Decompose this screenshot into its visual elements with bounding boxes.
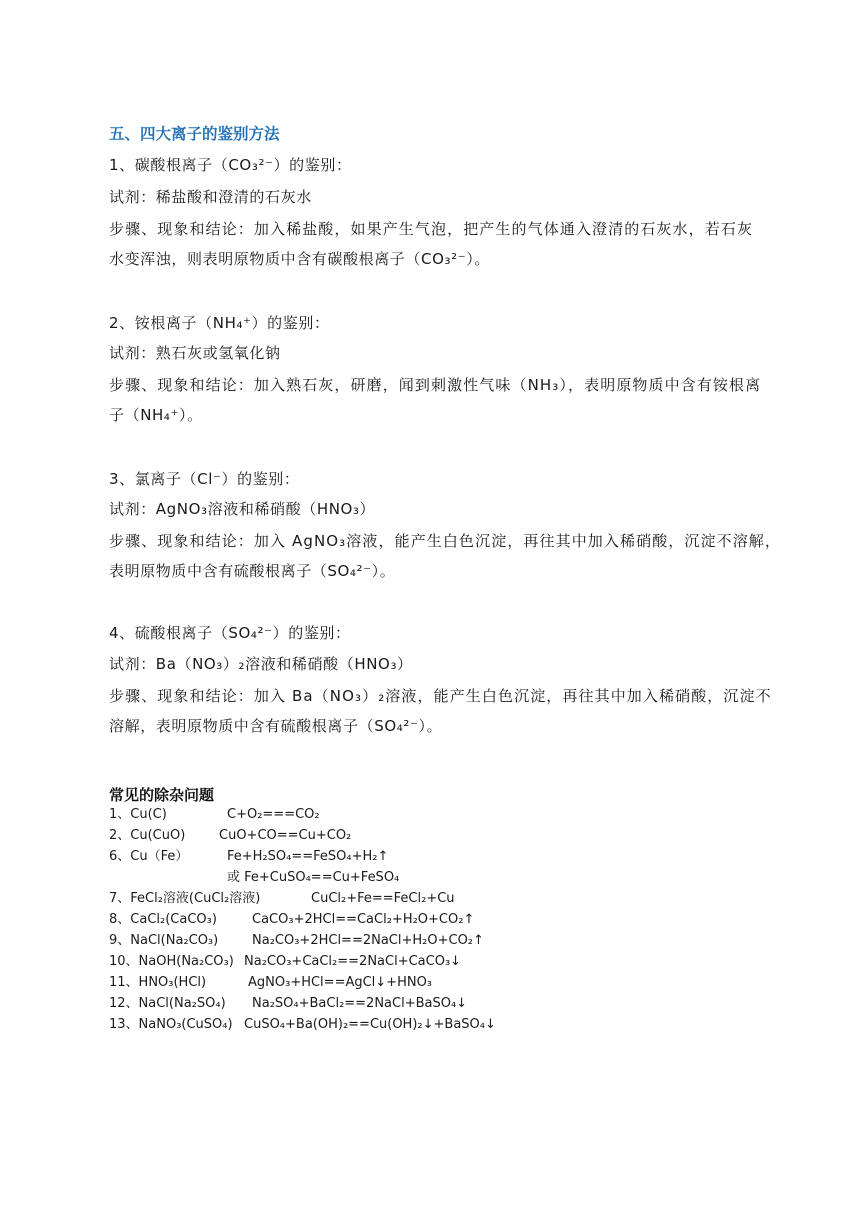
impurity-row (109, 931, 669, 951)
impurity-row (109, 868, 669, 888)
impurity-label: 11、HNO₃(HCl) (109, 975, 207, 990)
item-2-title: 2、铵根离子（NH₄⁺）的鉴别： (109, 314, 330, 332)
impurity-equation: Na₂CO₃+2HCl==2NaCl+H₂O+CO₂↑ (252, 933, 484, 948)
impurity-equation: 或 Fe+CuSO₄==Cu+FeSO₄ (227, 870, 400, 885)
item-2-reagent: 试剂：熟石灰或氢氧化钠 (109, 344, 281, 362)
impurity-equation: CuCl₂+Fe==FeCl₂+Cu (311, 891, 455, 906)
impurity-row (109, 847, 669, 867)
impurity-equation: Na₂CO₃+CaCl₂==2NaCl+CaCO₃↓ (244, 954, 462, 969)
item-4-title: 4、硫酸根离子（SO₄²⁻）的鉴别： (109, 624, 351, 642)
item-1-reagent: 试剂：稀盐酸和澄清的石灰水 (109, 188, 312, 206)
impurity-label: 9、NaCl(Na₂CO₃) (109, 933, 219, 948)
impurity-row (109, 973, 669, 993)
item-3-reagent: 试剂：AgNO₃溶液和稀硝酸（HNO₃） (109, 500, 376, 518)
impurity-label: 6、Cu（Fe） (109, 849, 189, 864)
item-3-title: 3、氯离子（Cl⁻）的鉴别： (109, 470, 300, 488)
item-1-title: 1、碳酸根离子（CO₃²⁻）的鉴别： (109, 156, 352, 174)
impurity-label: 8、CaCl₂(CaCO₃) (109, 912, 217, 927)
impurity-label: 1、Cu(C) (109, 807, 167, 822)
impurity-row (109, 952, 669, 972)
impurity-equation: CuO+CO==Cu+CO₂ (219, 828, 352, 843)
impurity-equation: CaCO₃+2HCl==CaCl₂+H₂O+CO₂↑ (252, 912, 475, 927)
impurity-label: 12、NaCl(Na₂SO₄) (109, 996, 226, 1011)
impurities-title: 常见的除杂问题 (109, 786, 215, 804)
impurity-equation: Fe+H₂SO₄==FeSO₄+H₂↑ (227, 849, 389, 864)
impurity-row (109, 805, 669, 825)
impurity-label: 13、NaNO₃(CuSO₄) (109, 1017, 233, 1032)
impurity-equation: AgNO₃+HCl==AgCl↓+HNO₃ (248, 975, 433, 990)
item-4-reagent: 试剂：Ba（NO₃）₂溶液和稀硝酸（HNO₃） (109, 655, 413, 673)
impurity-label: 2、Cu(CuO) (109, 828, 186, 843)
impurity-label: 7、FeCl₂溶液(CuCl₂溶液) (109, 891, 261, 906)
item-1-steps-line-1: 步骤、现象和结论：加入稀盐酸，如果产生气泡，把产生的气体通入澄清的石灰水，若石灰 (109, 220, 754, 238)
impurity-equation: CuSO₄+Ba(OH)₂==Cu(OH)₂↓+BaSO₄↓ (244, 1017, 496, 1032)
impurity-row (109, 1015, 669, 1035)
item-2-steps-line-2: 子（NH₄⁺）。 (109, 406, 203, 424)
item-3-steps-line-1: 步骤、现象和结论：加入 AgNO₃溶液，能产生白色沉淀，再往其中加入稀硝酸，沉淀不溶解， (109, 532, 781, 550)
impurity-row (109, 910, 669, 930)
impurity-row (109, 826, 669, 846)
impurity-equation: C+O₂===CO₂ (227, 807, 320, 822)
item-4-steps-line-1: 步骤、现象和结论：加入 Ba（NO₃）₂溶液，能产生白色沉淀，再往其中加入稀硝酸，沉淀不 (109, 687, 772, 705)
impurity-equation: Na₂SO₄+BaCl₂==2NaCl+BaSO₄↓ (252, 996, 468, 1011)
impurity-row (109, 889, 669, 909)
impurity-label: 10、NaOH(Na₂CO₃) (109, 954, 234, 969)
item-1-steps-line-2: 水变浑浊，则表明原物质中含有碳酸根离子（CO₃²⁻）。 (109, 250, 490, 268)
section-heading: 五、四大离子的鉴别方法 (109, 125, 280, 143)
item-4-steps-line-2: 溶解，表明原物质中含有硫酸根离子（SO₄²⁻）。 (109, 717, 443, 735)
item-2-steps-line-1: 步骤、现象和结论：加入熟石灰，研磨，闻到刺激性气味（NH₃），表明原物质中含有铵根离 (109, 376, 762, 394)
item-3-steps-line-2: 表明原物质中含有硫酸根离子（SO₄²⁻）。 (109, 562, 396, 580)
impurity-row (109, 994, 669, 1014)
